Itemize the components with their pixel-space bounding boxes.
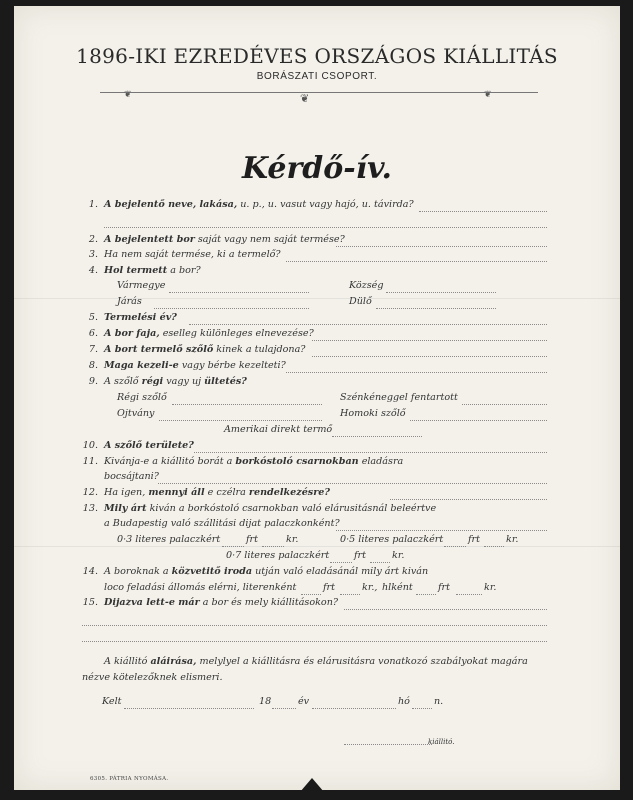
grafted-label: Ojtvány: [117, 408, 155, 419]
american-direct-field[interactable]: [332, 436, 422, 437]
exhibitor-label: kiállitó.: [428, 738, 455, 746]
question-6: 6. A bor faja, eselleg különleges elnevezése?: [88, 328, 314, 339]
header-rule: [100, 92, 538, 93]
answer-line[interactable]: [336, 246, 547, 247]
answer-line[interactable]: [390, 499, 547, 500]
day-label: n.: [434, 696, 444, 707]
sandy-vineyard-label: Homoki szőlő: [340, 408, 406, 419]
answer-line[interactable]: [336, 530, 547, 531]
price-05-frt-field[interactable]: [444, 546, 466, 547]
old-vineyard-label: Régi szőlő: [117, 392, 167, 403]
exhibition-title: 1896-IKI EZREDÉVES ORSZÁGOS KIÁLLITÁS: [76, 44, 558, 68]
answer-line[interactable]: [312, 340, 547, 341]
currency-kr: kr.: [484, 582, 497, 593]
exhibition-subtitle: BORÁSZATI CSOPORT.: [256, 71, 378, 82]
price-07-label: 0·7 literes palaczkért: [226, 550, 330, 561]
question-14: 14. A boroknak a közvetitő iroda utján való eladásánál mily árt kiván: [82, 566, 429, 577]
question-9: 9. A szőlő régi vagy uj ültetés?: [88, 376, 247, 387]
place-field[interactable]: [124, 708, 254, 709]
village-label: Község: [349, 280, 384, 291]
month-field[interactable]: [312, 708, 396, 709]
month-label: hó: [398, 696, 410, 707]
question-12: 12. Ha igen, mennyi áll e czélra rendelkezésre?: [82, 487, 330, 498]
sulfur-carbon-field[interactable]: [462, 404, 547, 405]
district-label: Járás: [117, 296, 142, 307]
liter-kr-field[interactable]: [340, 594, 360, 595]
price-03-frt-field[interactable]: [222, 546, 244, 547]
answer-line[interactable]: [82, 625, 547, 626]
liter-frt-field[interactable]: [301, 594, 321, 595]
price-03-label: 0·3 literes palaczkért: [117, 534, 221, 545]
sandy-vineyard-field[interactable]: [410, 420, 547, 421]
question-14-line-2: loco feladási állomás elérni, literenként: [104, 582, 297, 593]
hl-frt-field[interactable]: [416, 594, 436, 595]
printer-mark: 6305. PÁTRIA NYOMÁSA.: [90, 776, 169, 782]
grafted-field[interactable]: [159, 420, 322, 421]
american-direct-label: Amerikai direkt termő: [224, 424, 333, 435]
county-field[interactable]: [169, 292, 309, 293]
form-sheet: [14, 6, 620, 790]
price-03-kr-field[interactable]: [262, 546, 284, 547]
vineyard-area-label: Dülő: [349, 296, 372, 307]
currency-kr: kr.,: [362, 582, 378, 593]
question-3: 3. Ha nem saját termése, ki a termelő?: [88, 249, 281, 260]
question-4: 4. Hol termett a bor?: [88, 265, 201, 276]
question-8: 8. Maga kezeli-e vagy bérbe kezelteti?: [88, 360, 286, 371]
place-label: Kelt: [102, 696, 122, 707]
currency-frt: frt: [246, 534, 258, 545]
declaration-line-1: A kiállitó aláirása, melylyel a kiállitásra és elárusitásra vonatkozó szabályokat magára: [104, 656, 528, 667]
question-5: 5. Termelési év?: [88, 312, 177, 323]
answer-line[interactable]: [158, 483, 547, 484]
question-1: 1. A bejelentő neve, lakása, u. p., u. vasut vagy hajó, u. távirda?: [88, 199, 414, 210]
vineyard-area-field[interactable]: [376, 308, 496, 309]
declaration-line-2: nézve kötelezőknek elismeri.: [82, 672, 223, 683]
currency-frt: frt: [438, 582, 450, 593]
village-field[interactable]: [386, 292, 496, 293]
currency-kr: kr.: [506, 534, 519, 545]
question-15: 15. Dijazva lett-e már a bor és mely kiállitásokon?: [82, 597, 339, 608]
paper-tear: [300, 778, 324, 792]
question-13: 13. Mily árt kiván a borkóstoló csarnokban való elárusitásnál beleértve: [82, 503, 437, 514]
county-label: Vármegye: [117, 280, 166, 291]
year-label: év: [298, 696, 310, 707]
old-vineyard-field[interactable]: [172, 404, 322, 405]
question-2: 2. A bejelentett bor saját vagy nem saját termése?: [88, 234, 345, 245]
sulfur-carbon-label: Szénkéneggel fentartott: [340, 392, 458, 403]
currency-frt: frt: [468, 534, 480, 545]
year-field[interactable]: [272, 708, 296, 709]
price-07-kr-field[interactable]: [370, 562, 390, 563]
answer-line[interactable]: [286, 261, 547, 262]
currency-kr: kr.: [286, 534, 299, 545]
left-ornament-icon: ❦: [124, 90, 132, 100]
answer-line[interactable]: [419, 211, 547, 212]
answer-line[interactable]: [286, 372, 547, 373]
currency-frt: frt: [354, 550, 366, 561]
price-05-kr-field[interactable]: [484, 546, 504, 547]
question-7: 7. A bort termelő szőlő kinek a tulajdona?: [88, 344, 306, 355]
signature-field[interactable]: [344, 744, 432, 745]
question-11-line-2: bocsájtani?: [104, 471, 159, 482]
answer-line[interactable]: [189, 324, 547, 325]
hl-kr-field[interactable]: [456, 594, 482, 595]
price-05-label: 0·5 literes palaczkért: [340, 534, 444, 545]
answer-line[interactable]: [104, 227, 547, 228]
currency-kr: kr.: [392, 550, 405, 561]
price-07-frt-field[interactable]: [330, 562, 352, 563]
answer-line[interactable]: [312, 356, 547, 357]
form-title: Kérdő-ív.: [242, 151, 392, 186]
question-11: 11. Kivánja-e a kiállitó borát a borkóstoló csarnokban eladásra: [82, 456, 404, 467]
hectoliter-label: hlként: [382, 582, 413, 593]
center-ornament-icon: ❦: [300, 92, 310, 105]
question-10: 10. A szőlő területe?: [82, 440, 194, 451]
year-prefix: 18: [259, 696, 272, 707]
answer-line[interactable]: [344, 609, 547, 610]
answer-line[interactable]: [82, 641, 547, 642]
right-ornament-icon: ❦: [484, 90, 492, 100]
answer-line[interactable]: [194, 452, 547, 453]
day-field[interactable]: [412, 708, 432, 709]
district-field[interactable]: [154, 308, 309, 309]
question-13-line-2: a Budapestig való szállitási dijat palaczkonként?: [104, 518, 340, 529]
currency-frt: frt: [323, 582, 335, 593]
